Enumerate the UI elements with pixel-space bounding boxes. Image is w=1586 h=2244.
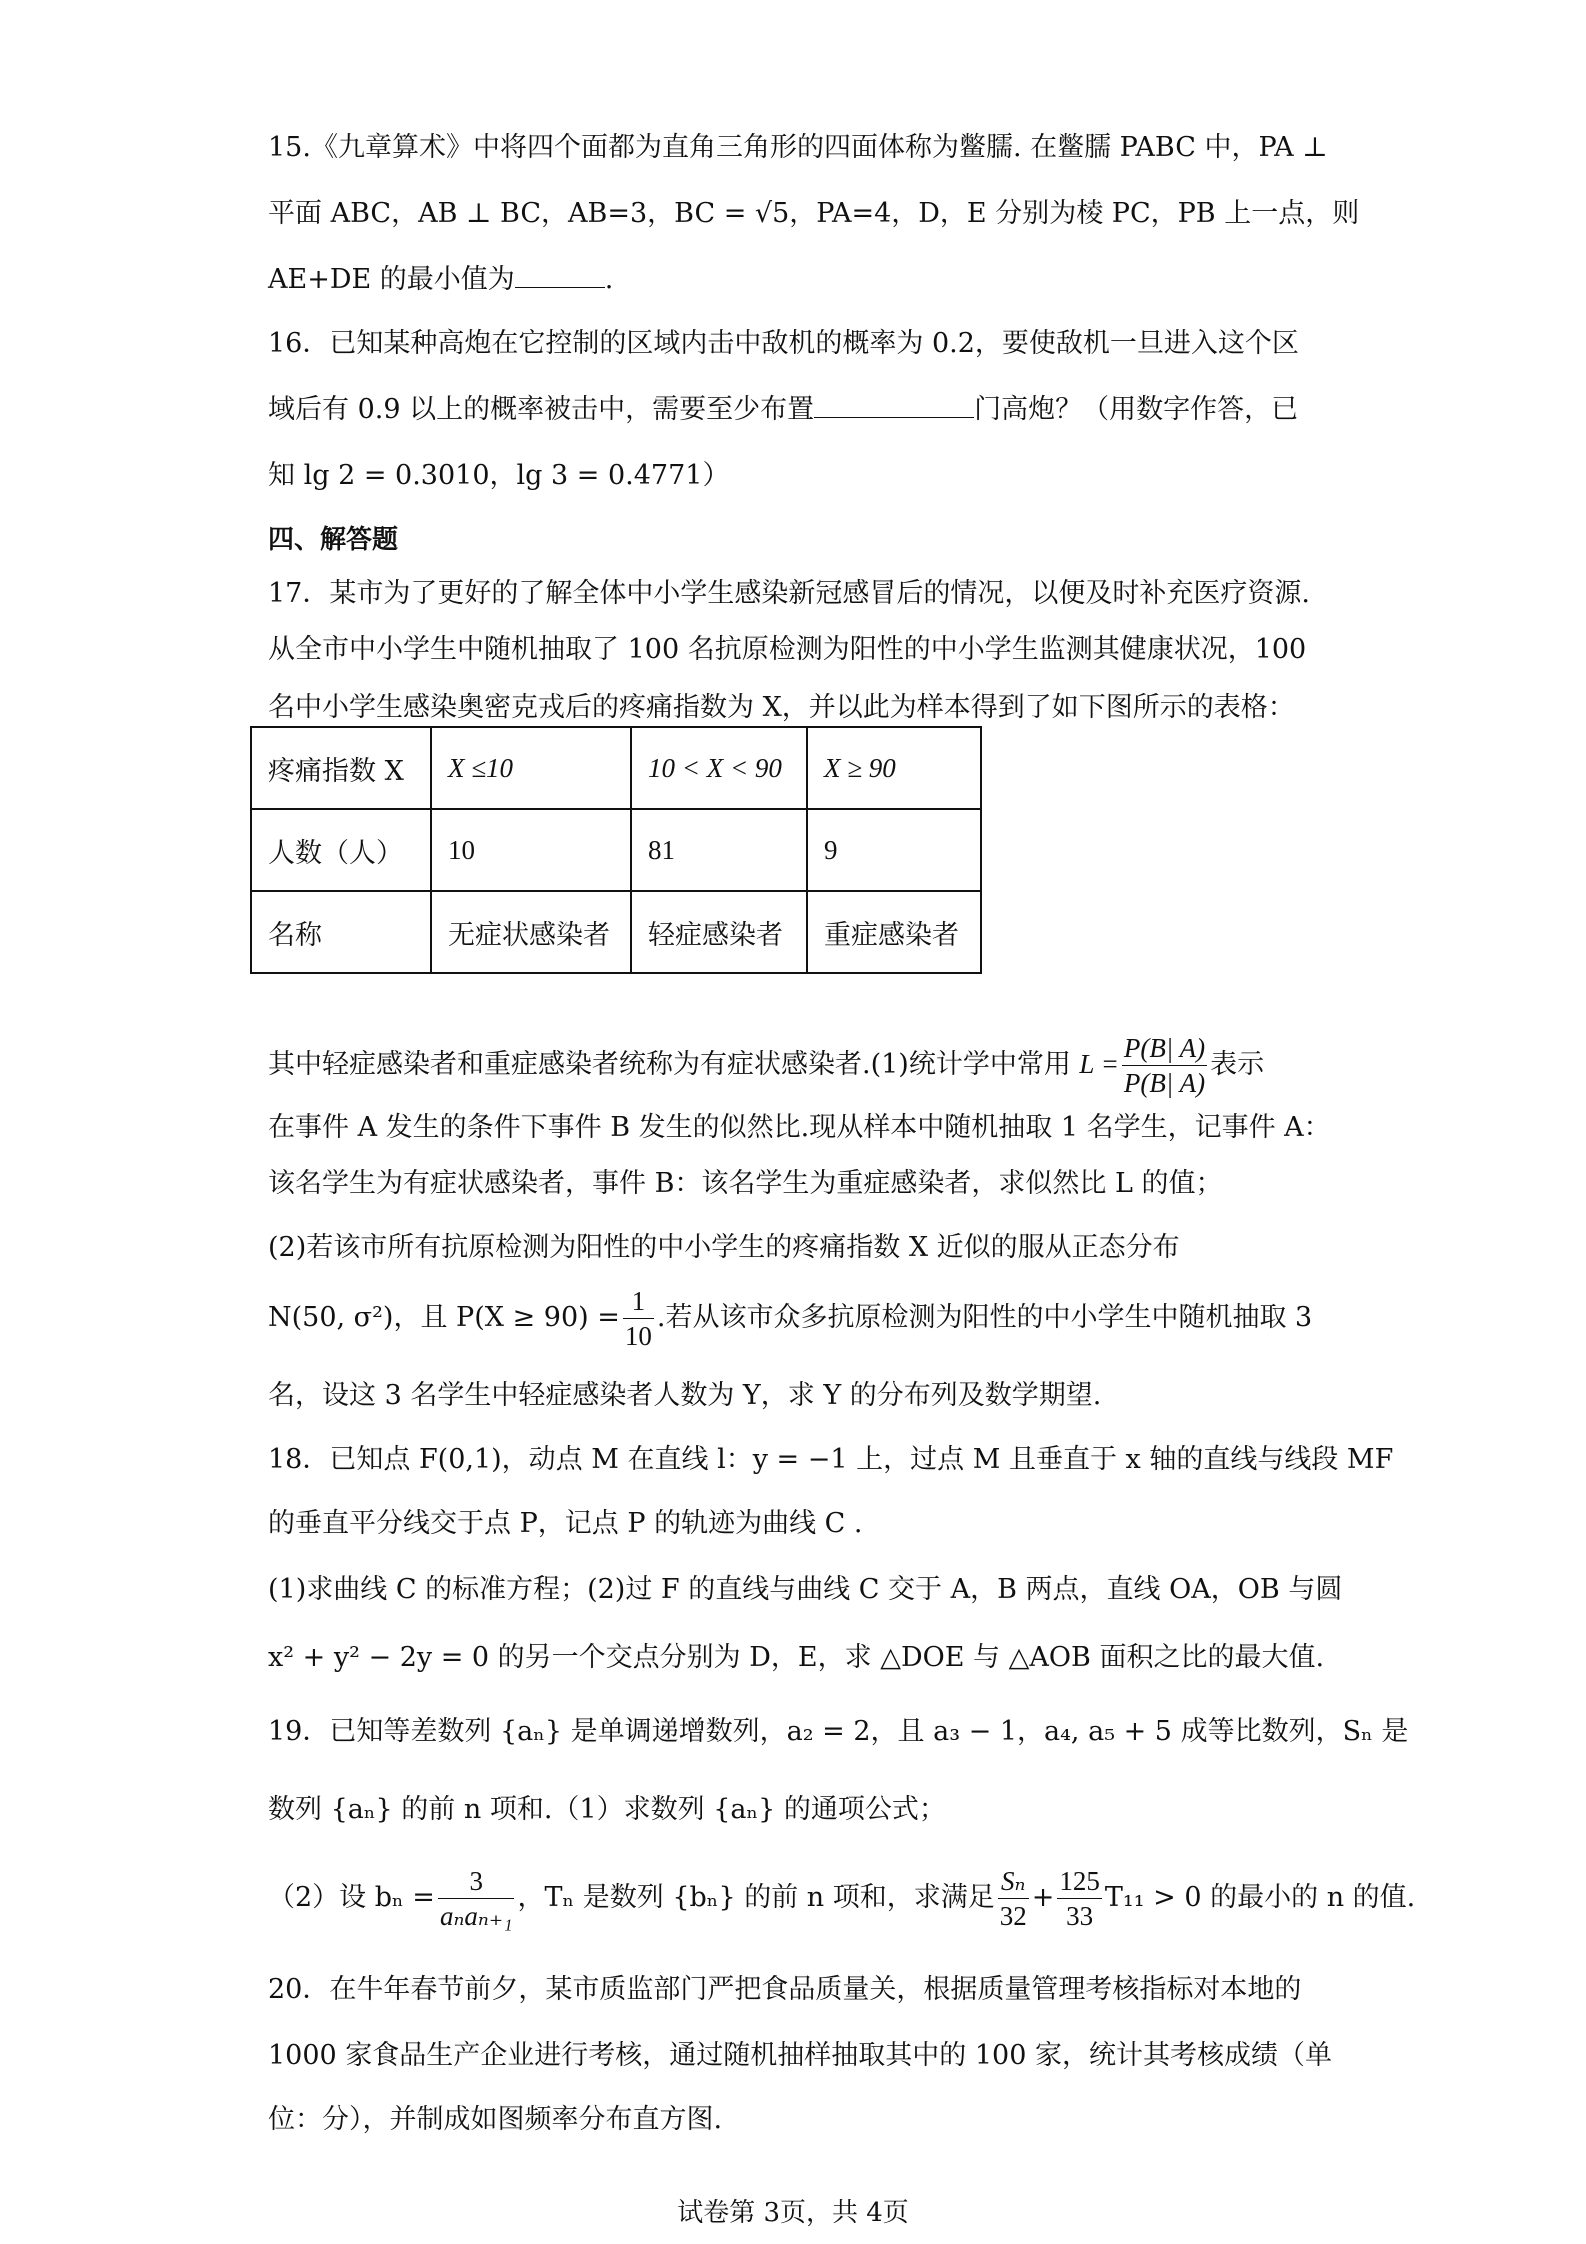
answer-blank	[515, 261, 605, 288]
table-cell: 9	[807, 809, 981, 891]
q17-line-6: 该名学生为有症状感染者，事件 B：该名学生为重症感染者，求似然比 L 的值；	[268, 1168, 1223, 1199]
q17-line-2: 从全市中小学生中随机抽取了 100 名抗原检测为阳性的中小学生监测其健康状况，100	[268, 634, 1307, 665]
q18-line-3: (1)求曲线 C 的标准方程；(2)过 F 的直线与曲线 C 交于 A，B 两点，直线 OA，OB 与圆	[268, 1574, 1343, 1605]
q17-line-7: (2)若该市所有抗原检测为阳性的中小学生的疼痛指数 X 近似的服从正态分布	[268, 1232, 1180, 1263]
q19-line-2: 数列 {aₙ} 的前 n 项和.（1）求数列 {aₙ} 的通项公式；	[268, 1794, 946, 1825]
table-row	[251, 727, 981, 809]
q16-line-3: 知 lg 2 = 0.3010，lg 3 = 0.4771）	[268, 460, 730, 491]
sn-fraction	[998, 1864, 1029, 1933]
q19-line-3-text: （2）设 bₙ =	[268, 1882, 435, 1913]
q15-line-3-end: .	[604, 264, 614, 295]
q20-line-2: 1000 家食品生产企业进行考核，通过随机抽样抽取其中的 100 家，统计其考核成绩（单	[268, 2040, 1332, 2071]
fraction-denominator: 10	[624, 1321, 652, 1351]
q19-line-1: 19．已知等差数列 {aₙ} 是单调递增数列，a₂ = 2，且 a₃ − 1，a₄, a₅ + 5 成等比数列，Sₙ 是	[268, 1716, 1409, 1747]
coefficient-fraction	[1057, 1864, 1102, 1933]
bn-fraction	[438, 1864, 515, 1933]
section-title: 四、解答题	[268, 525, 399, 555]
answer-blank	[814, 391, 974, 418]
q15-line-1: 15.《九章算术》中将四个面都为直角三角形的四面体称为鳖臑. 在鳖臑 PABC 中，PA ⊥	[268, 132, 1328, 163]
q15-line-3	[268, 260, 613, 300]
table-row	[251, 891, 981, 973]
table-cell: 无症状感染者	[431, 891, 631, 973]
table-cell: 名称	[251, 891, 431, 973]
q20-line-1: 20．在牛年春节前夕，某市质监部门严把食品质量关，根据质量管理考核指标对本地的	[268, 1974, 1302, 2005]
q16-line-2-end: 门高炮？（用数字作答，已	[974, 394, 1299, 425]
q20-line-3: 位：分），并制成如图频率分布直方图.	[268, 2104, 723, 2135]
q19-line-3-end: T₁₁ > 0 的最小的 n 的值.	[1104, 1882, 1416, 1913]
q17-line-4-end: 表示	[1210, 1049, 1265, 1080]
q19-line-3	[268, 1858, 1415, 1938]
plus-sign: +	[1031, 1882, 1055, 1913]
likelihood-symbol: L =	[1079, 1049, 1119, 1079]
q18-line-2: 的垂直平分线交于点 P，记点 P 的轨迹为曲线 C .	[268, 1508, 863, 1539]
q17-line-3: 名中小学生感染奥密克戎后的疼痛指数为 X，并以此为样本得到了如下图所示的表格：	[268, 692, 1295, 723]
pain-index-table	[250, 726, 982, 974]
fraction-numerator: P(B| A)	[1122, 1031, 1207, 1066]
probability-fraction	[623, 1284, 654, 1353]
q17-line-8-end: .若从该市众多抗原检测为阳性的中小学生中随机抽取 3	[656, 1302, 1313, 1333]
fraction-numerator: 125	[1057, 1864, 1102, 1899]
likelihood-fraction	[1122, 1031, 1207, 1100]
table-cell: X ≤10	[431, 727, 631, 809]
fraction-denominator: aₙaₙ₊₁	[439, 1901, 513, 1931]
fraction-denominator: 33	[1066, 1901, 1094, 1931]
q18-line-4: x² + y² − 2y = 0 的另一个交点分别为 D，E，求 △DOE 与 △AOB 面积之比的最大值.	[268, 1642, 1325, 1673]
table-cell: 轻症感染者	[631, 891, 807, 973]
q17-line-8-text: N(50, σ²)，且 P(X ≥ 90) =	[268, 1302, 620, 1333]
fraction-numerator: Sₙ	[998, 1864, 1029, 1899]
table-cell: X ≥ 90	[807, 727, 981, 809]
fraction-denominator: P(B| A)	[1123, 1068, 1206, 1098]
q15-line-2: 平面 ABC，AB ⊥ BC，AB=3，BC = √5，PA=4，D，E 分别为棱 PC，PB 上一点，则	[268, 198, 1360, 229]
q17-line-5: 在事件 A 发生的条件下事件 B 发生的似然比.现从样本中随机抽取 1 名学生，记事件 A：	[268, 1112, 1331, 1143]
table-cell: 人数（人）	[251, 809, 431, 891]
page-footer: 试卷第 3页，共 4页	[677, 2198, 909, 2228]
table-cell: 81	[631, 809, 807, 891]
q19-line-3-middle: ，Tₙ 是数列 {bₙ} 的前 n 项和，求满足	[517, 1882, 995, 1913]
fraction-denominator: 32	[999, 1901, 1027, 1931]
q17-line-8	[268, 1278, 1312, 1358]
q17-line-9: 名，设这 3 名学生中轻症感染者人数为 Y，求 Y 的分布列及数学期望.	[268, 1380, 1102, 1411]
q18-line-1: 18．已知点 F(0,1)，动点 M 在直线 l：y = −1 上，过点 M 且垂直于 x 轴的直线与线段 MF	[268, 1444, 1394, 1475]
table-cell: 10	[431, 809, 631, 891]
q16-line-1: 16．已知某种高炮在它控制的区域内击中敌机的概率为 0.2，要使敌机一旦进入这个区	[268, 328, 1299, 359]
table-row	[251, 809, 981, 891]
table-cell: 重症感染者	[807, 891, 981, 973]
table-cell: 疼痛指数 X	[251, 727, 431, 809]
fraction-numerator: 3	[438, 1864, 515, 1899]
q17-line-4-text: 其中轻症感染者和重症感染者统称为有症状感染者.(1)统计学中常用	[268, 1049, 1071, 1080]
fraction-numerator: 1	[623, 1284, 654, 1319]
q15-line-3-text: AE+DE 的最小值为	[268, 264, 515, 295]
table-cell: 10 < X < 90	[631, 727, 807, 809]
q16-line-2	[268, 390, 1298, 430]
q16-line-2-text: 域后有 0.9 以上的概率被击中，需要至少布置	[268, 394, 815, 425]
q17-line-1: 17．某市为了更好的了解全体中小学生感染新冠感冒后的情况，以便及时补充医疗资源.	[268, 578, 1310, 609]
q17-line-4	[268, 1024, 1264, 1105]
